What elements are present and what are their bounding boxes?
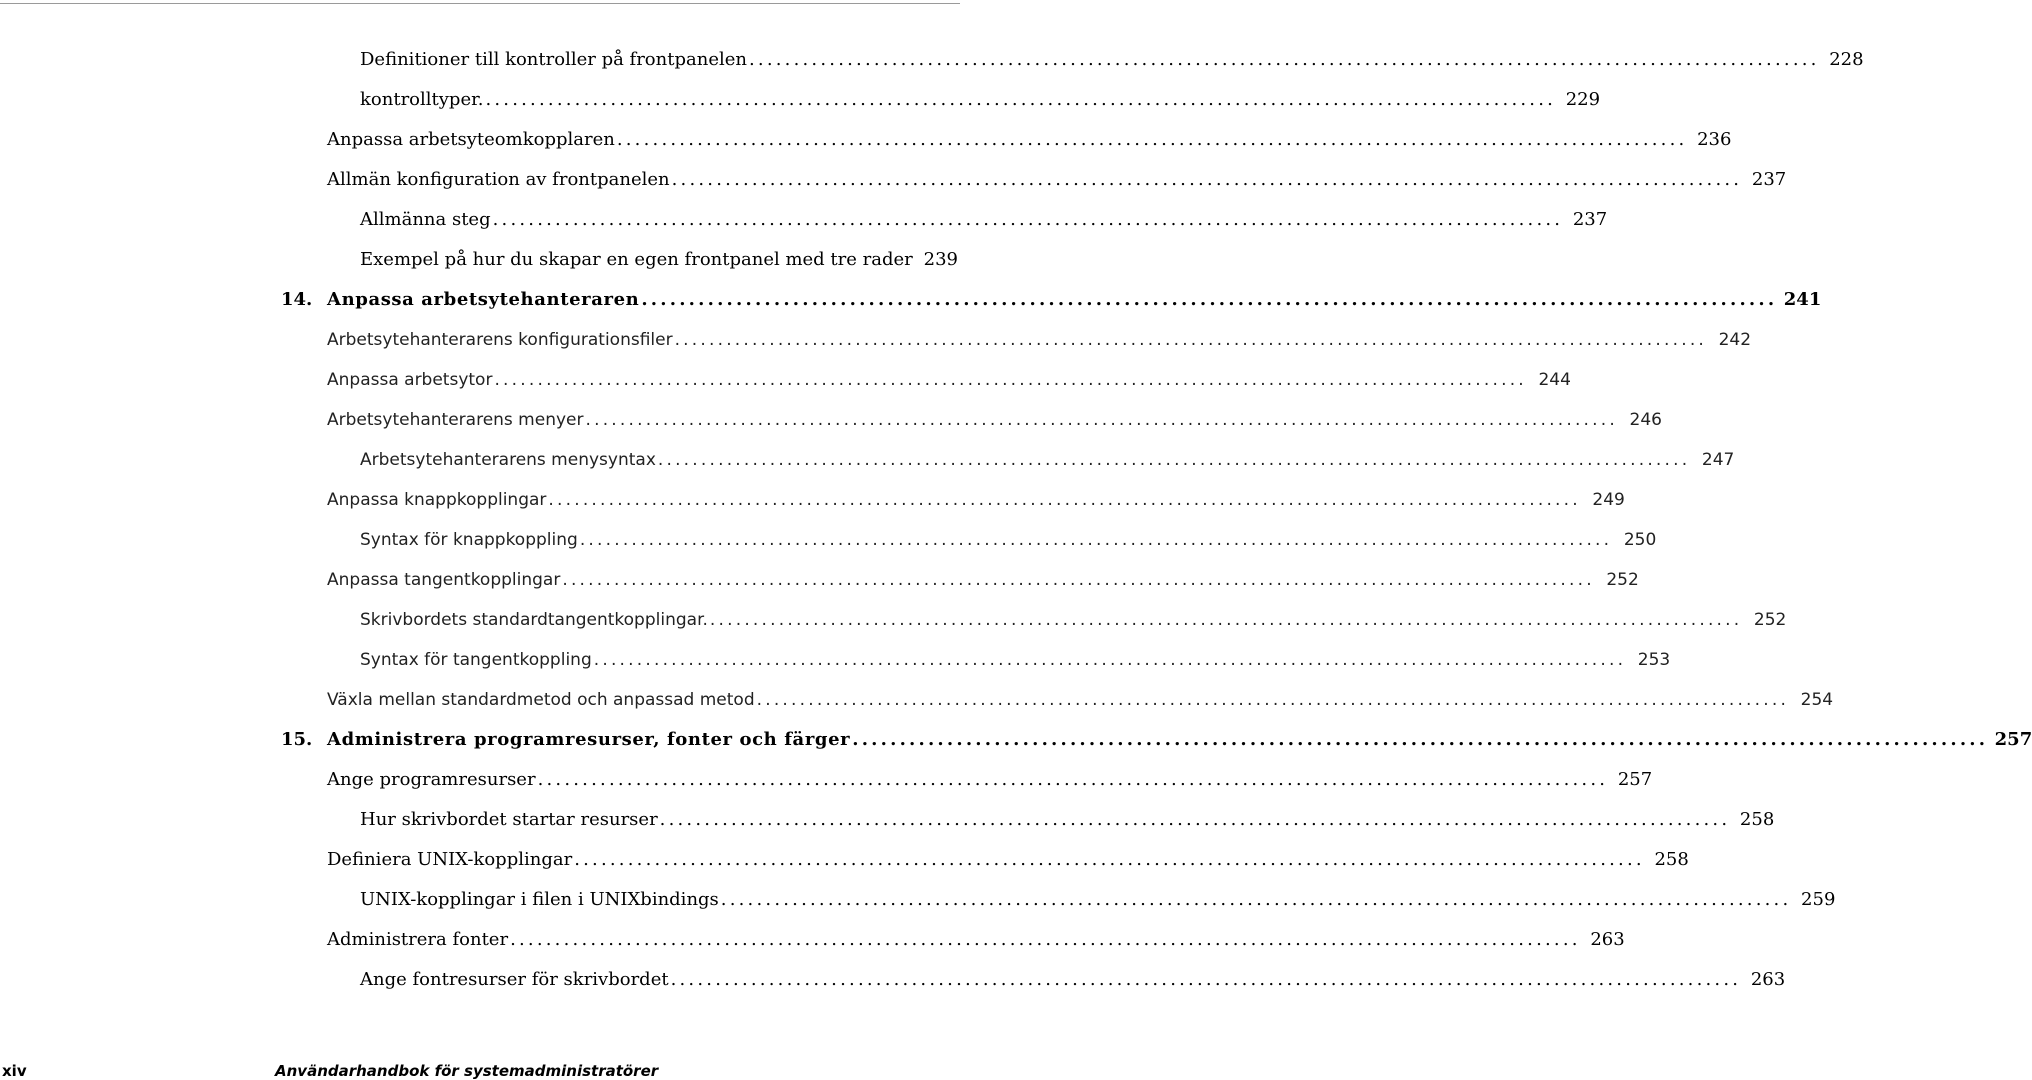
toc-leader-dots: ........................................................................................................................ [852,729,1989,750]
toc-page-number: 228 [1829,49,1864,70]
toc-entry-title: Växla mellan standardmetod och anpassad metod [327,689,755,710]
toc-entry[interactable] [360,880,1836,920]
toc-entry[interactable] [360,520,1657,560]
toc-leader-dots: ........................................................................................................................ [537,769,1609,790]
toc-entry[interactable] [360,440,1735,480]
toc-page-number: 250 [1623,529,1657,550]
toc-entry[interactable] [327,560,1639,600]
toc-page-number: 257 [1617,769,1653,790]
toc-entry-title: Arbetsytehanterarens menyer [327,409,584,430]
toc-leader-dots: ........................................................................................................................ [485,89,1557,110]
toc-leader-dots: ........................................................................................................................ [510,929,1581,950]
toc-leader-dots: ........................................................................................................................ [574,849,1645,870]
toc-entry-title: Ange fontresurser för skrivbordet [360,969,669,990]
toc-page-number: 258 [1654,849,1689,870]
toc-entry[interactable] [360,800,1775,840]
toc-entry[interactable] [360,960,1786,1000]
toc-leader-dots: ........................................................................................................................ [494,369,1527,390]
toc-page-number: 249 [1592,489,1625,510]
toc-entry-title: Anpassa arbetsytor [327,369,493,390]
toc-leader-dots: ........................................................................................................................ [671,169,1743,190]
toc-entry-title: Anpassa arbetsyteomkopplaren [327,129,615,150]
toc-leader-dots: ........................................................................................................................ [756,689,1790,710]
toc-entry[interactable] [327,400,1662,440]
toc-leader-dots: ........................................................................................................................ [659,809,1731,830]
toc-leader-dots: ........................................................................................................................ [616,129,1688,150]
toc-entry-title: Anpassa knappkopplingar [327,489,547,510]
toc-entry[interactable] [327,320,1752,360]
toc-entry-title: Syntax för knappkoppling [360,529,578,550]
toc-entry[interactable] [327,920,1625,960]
toc-page-number: 237 [1572,209,1608,230]
toc-entry[interactable] [360,240,958,280]
toc-entry-title: Skrivbordets standardtangentkopplingar. [360,609,708,630]
toc-page-number: 241 [1783,289,1822,310]
page-footer [0,1060,960,1080]
toc-leader-dots: ........................................................................................................................ [674,329,1708,350]
toc-entry[interactable] [327,680,1834,720]
toc-page-number: 242 [1718,329,1752,350]
toc-entry-title: kontrolltyper. [360,89,484,110]
toc-page-number: 263 [1590,929,1625,950]
top-rule [0,3,960,4]
toc-entry[interactable] [360,40,1864,80]
toc-page-number: 254 [1800,689,1834,710]
toc-chapter-number: 15. [281,729,313,750]
toc-leader-dots: ........................................................................................................................ [670,969,1742,990]
toc-leader-dots: ........................................................................................................................ [641,289,1778,310]
toc-entry-title: Arbetsytehanterarens konfigurationsfiler [327,329,673,350]
toc-entry-title: Anpassa tangentkopplingar [327,569,561,590]
toc-entry-title: Administrera fonter [327,929,509,950]
toc-entry-title: Arbetsytehanterarens menysyntax [360,449,656,470]
toc-chapter-number: 14. [281,289,313,310]
toc-entry[interactable] [327,120,1732,160]
toc-page-number: 253 [1637,649,1671,670]
toc-entry-title: UNIX-kopplingar i filen i UNIXbindings [360,889,719,910]
toc-page-number: 229 [1565,89,1601,110]
toc-leader-dots: ........................................................................................................................ [562,569,1595,590]
toc-entry[interactable] [327,160,1787,200]
toc-page-number: 247 [1701,449,1735,470]
toc-leader-dots: ........................................................................................................................ [657,449,1691,470]
toc-entry[interactable] [360,640,1671,680]
toc-leader-dots: ........................................................................................................................ [579,529,1613,550]
footer-page-number: xiv [2,1062,27,1080]
toc-leader-dots: ........................................................................................................................ [548,489,1581,510]
toc-entry[interactable] [327,480,1625,520]
toc-entry[interactable] [360,600,1787,640]
toc-entry[interactable] [360,200,1608,240]
toc-page-number: 258 [1739,809,1775,830]
toc-page-number: 263 [1750,969,1786,990]
toc-chapter-title: Anpassa arbetsytehanteraren [327,289,640,310]
toc-page-number: 246 [1629,409,1662,430]
toc-leader-dots: ........................................................................................................................ [585,409,1618,430]
toc-entry[interactable] [327,760,1653,800]
toc-entry[interactable] [281,280,1822,320]
toc-page-number: 244 [1538,369,1571,390]
toc-page-number: 252 [1753,609,1787,630]
toc-entry-title: Syntax för tangentkoppling [360,649,592,670]
toc-page-number: 237 [1751,169,1787,190]
toc-entry-title: Allmän konfiguration av frontpanelen [327,169,670,190]
footer-book-title: Användarhandbok för systemadministratörer [275,1062,659,1080]
toc-entry[interactable] [281,720,2032,760]
toc-entry-title: Allmänna steg [360,209,491,230]
toc-entry[interactable] [360,80,1601,120]
toc-leader-dots: ........................................................................................................................ [748,49,1820,70]
toc-page-number: 257 [1994,729,2032,750]
toc-leader-dots: ........................................................................................................................ [492,209,1564,230]
toc-leader-dots: ........................................................................................................................ [709,609,1743,630]
toc-entry[interactable] [327,360,1571,400]
toc-entry[interactable] [327,840,1689,880]
toc-entry-title: Ange programresurser [327,769,536,790]
toc-page-number: 239 [923,249,958,270]
toc-leader-dots: ........................................................................................................................ [593,649,1627,670]
toc-entry-title: Definiera UNIX-kopplingar [327,849,573,870]
toc-chapter-title: Administrera programresurser, fonter och färger [327,729,851,750]
toc-entry-title: Hur skrivbordet startar resurser [360,809,658,830]
toc-page-number: 252 [1606,569,1639,590]
toc-leader-dots: ........................................................................................................................ [720,889,1792,910]
toc-page-number: 259 [1801,889,1836,910]
toc-page-number: 236 [1697,129,1732,150]
toc-entry-title: Definitioner till kontroller på frontpanelen [360,49,747,70]
toc-entry-title: Exempel på hur du skapar en egen frontpanel med tre rader [360,249,913,270]
